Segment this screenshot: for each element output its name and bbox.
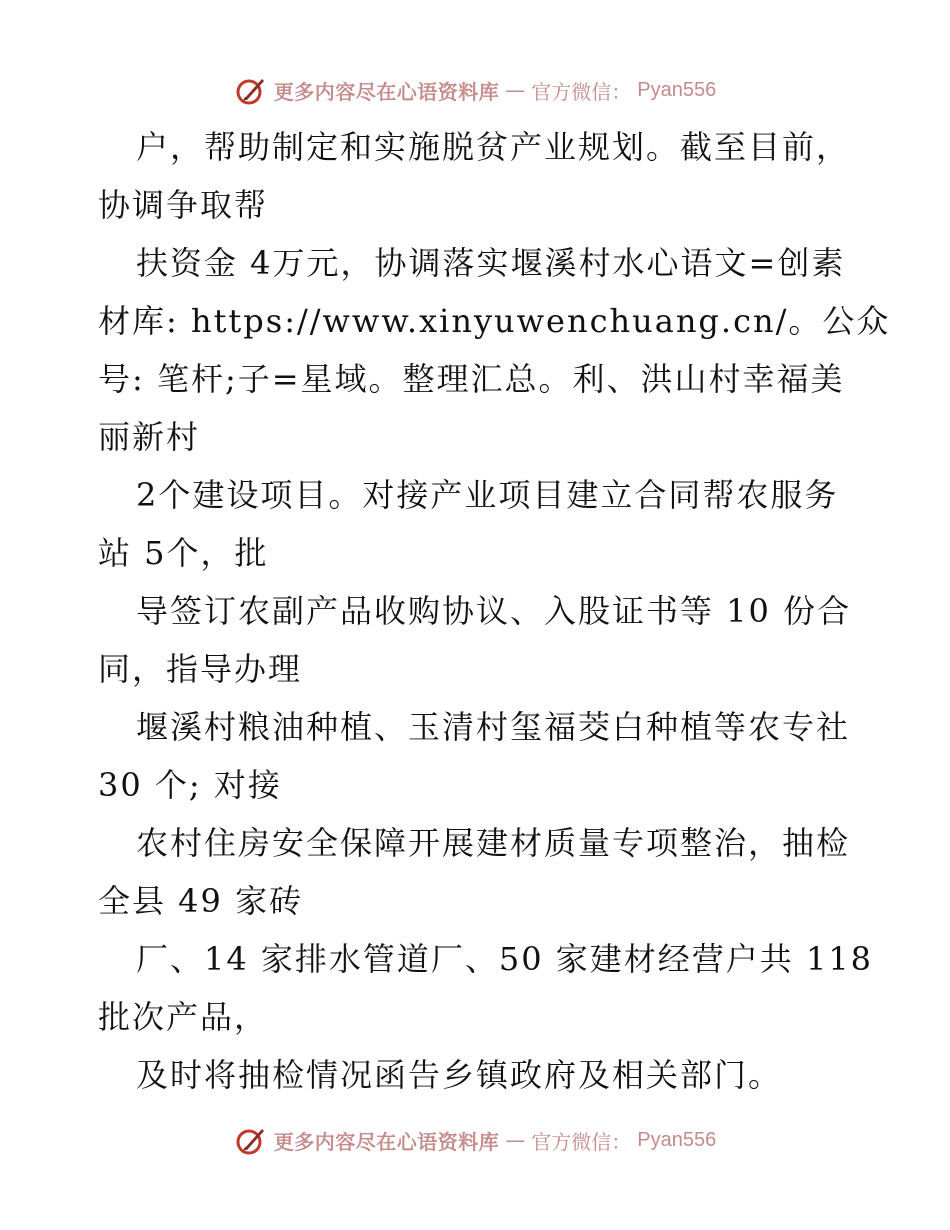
text-line: 丽新村 <box>98 418 201 456</box>
text-line: 材库: https://www.xinyuwenchuang.cn/。公众 <box>98 302 891 340</box>
footer-banner-content <box>234 1123 716 1157</box>
banner-wechat-label: 官方微信： <box>531 1129 632 1154</box>
text-line: 户，帮助制定和实施脱贫产业规划。截至目前， <box>136 128 851 166</box>
banner-dash: — <box>505 1128 526 1152</box>
text-line: 及时将抽检情况函告乡镇政府及相关部门。 <box>136 1056 783 1094</box>
text-line: 批次产品， <box>98 998 269 1036</box>
text-line: 号: 笔杆;子=星域。整理汇总。利、洪山村幸福美 <box>98 360 845 398</box>
quill-logo-icon <box>234 73 268 107</box>
banner-dash: — <box>505 78 526 102</box>
text-line: 全县 49 家砖 <box>98 882 304 920</box>
text-line: 协调争取帮 <box>98 186 269 224</box>
document-body <box>98 118 891 1104</box>
text-line: 厂、14 家排水管道厂、50 家建材经营户共 118 <box>136 940 874 978</box>
text-line: 扶资金 4万元，协调落实堰溪村水心语文=创素 <box>136 244 846 282</box>
text-line: 同，指导办理 <box>98 650 303 688</box>
header-banner <box>0 70 950 110</box>
text-line: 站 5个，批 <box>98 534 269 572</box>
banner-wechat-id: Pyan556 <box>637 1128 717 1151</box>
banner-wechat-label: 官方微信： <box>531 79 632 104</box>
banner-wechat-id: Pyan556 <box>637 78 717 101</box>
text-line: 2个建设项目。对接产业项目建立合同帮农服务 <box>136 476 839 514</box>
text-line: 堰溪村粮油种植、玉清村玺福茭白种植等农专社 <box>136 708 851 746</box>
banner-text: 更多内容尽在心语资料库 <box>273 1129 500 1154</box>
text-line: 导签订农副产品收购协议、入股证书等 10 份合 <box>136 592 852 630</box>
banner-text: 更多内容尽在心语资料库 <box>273 79 500 104</box>
text-line: 30 个; 对接 <box>98 766 282 804</box>
header-banner-content <box>234 73 716 107</box>
quill-logo-icon <box>234 1123 268 1157</box>
text-line: 农村住房安全保障开展建材质量专项整治，抽检 <box>136 824 851 862</box>
footer-banner <box>0 1120 950 1160</box>
